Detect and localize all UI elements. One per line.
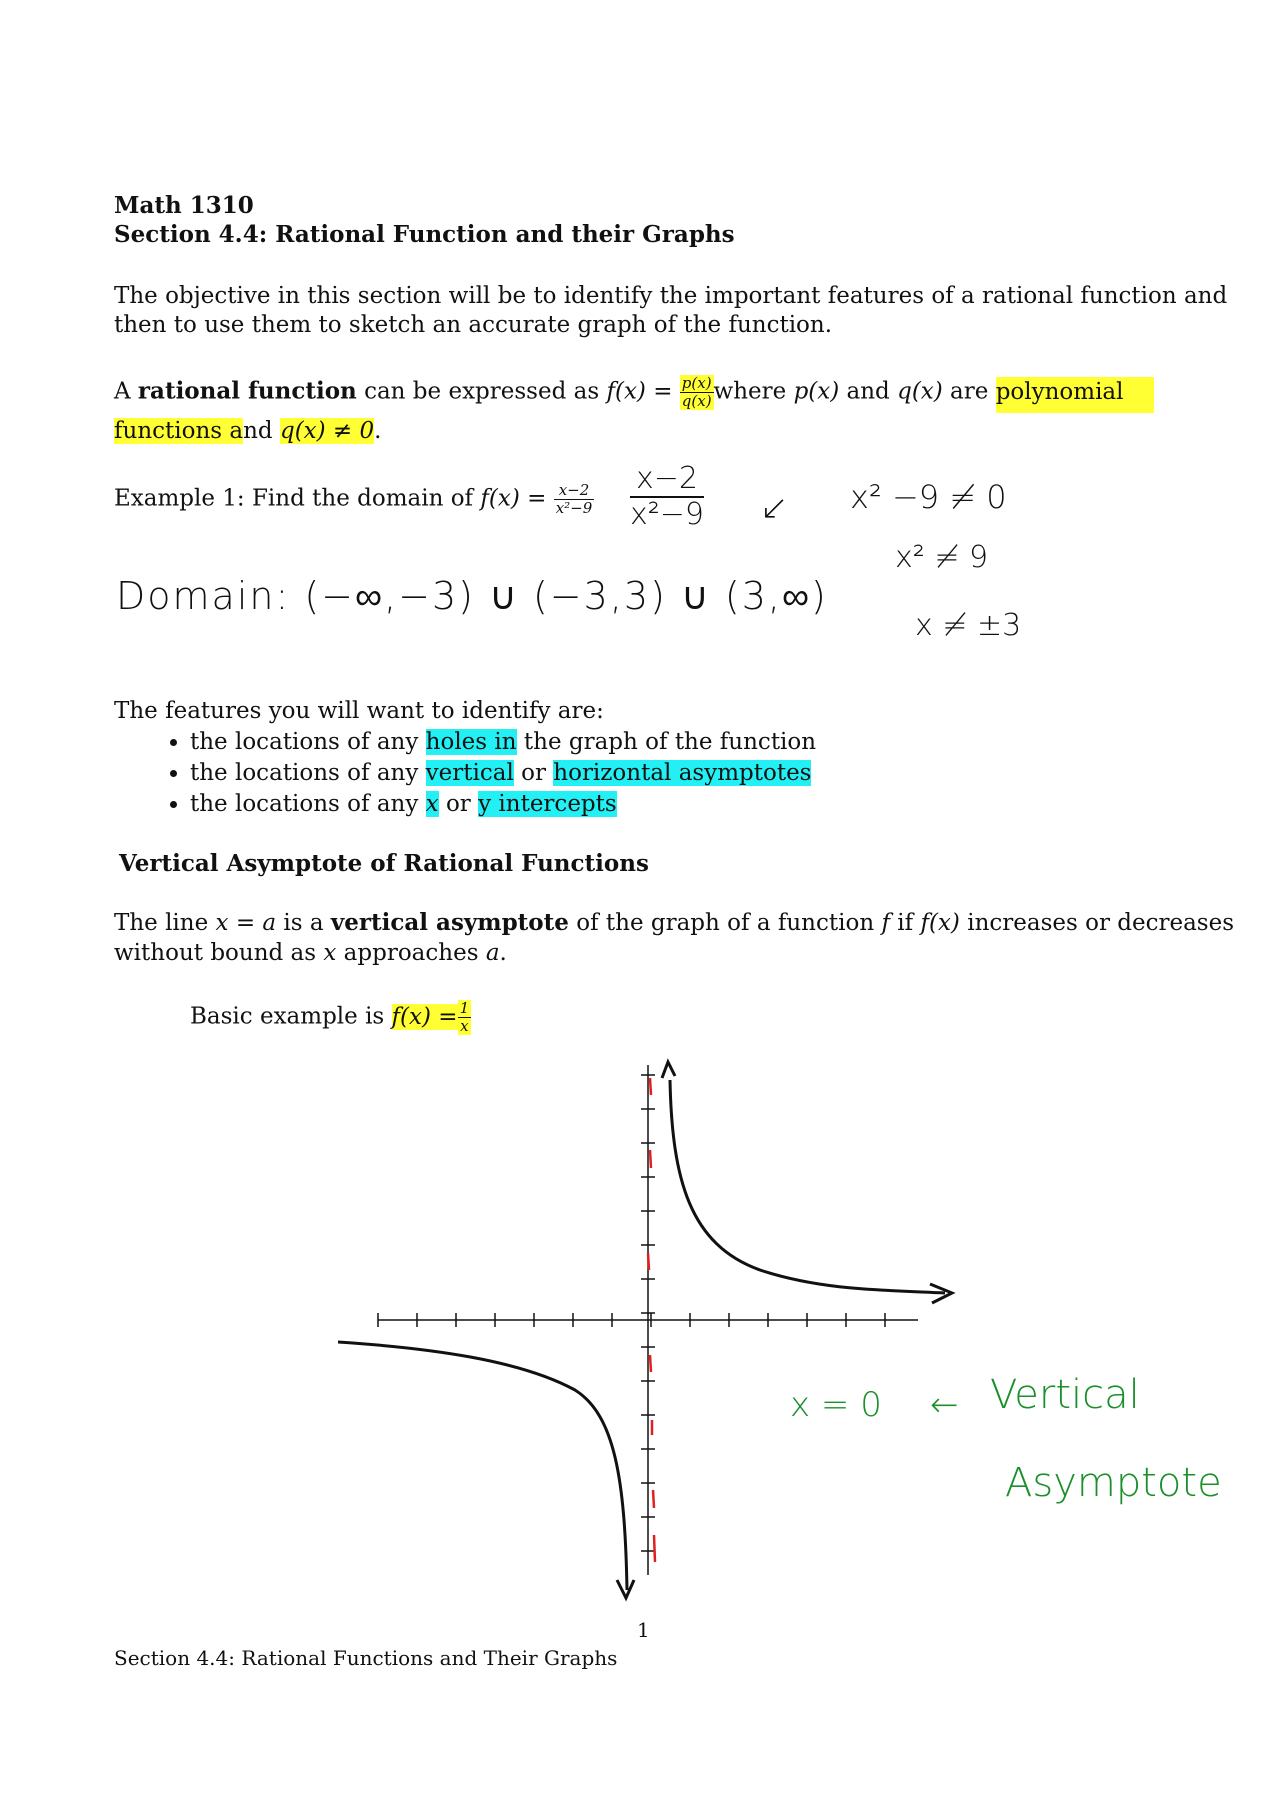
feature-2-highlight: vertical [425, 760, 514, 786]
va-c: of the graph of a function [568, 910, 882, 936]
rational-definition-line-2 [114, 416, 381, 446]
vertical-def-line-2 [114, 938, 507, 968]
va2-a: without bound as [114, 940, 324, 966]
curve-left-branch [338, 1342, 627, 1590]
def-fx: f(x) = [606, 378, 673, 405]
course-title: Math 1310 [114, 192, 254, 219]
def-q: q(x) [897, 378, 943, 405]
va-b: is a [276, 910, 331, 936]
hand-domain: Domain: (−∞,−3) ∪ (−3,3) ∪ (3,∞) [116, 574, 828, 618]
basic-example [190, 1000, 471, 1035]
vertical-heading: Vertical Asymptote of Rational Functions [119, 850, 649, 877]
asymptote-word-vertical: Vertical [990, 1372, 1140, 1418]
feature-intercepts [190, 789, 816, 820]
hand-arrow: ↙ [760, 488, 789, 528]
va2-b: approaches [336, 940, 486, 966]
x-axis-ticks [378, 1313, 885, 1327]
va-math: x = a [215, 910, 277, 936]
va2-a-var: a [485, 940, 500, 966]
asymptote-arrow: ← [930, 1385, 959, 1425]
basic-fraction [458, 1000, 472, 1035]
feature-3-a: the locations of any [190, 791, 426, 817]
va-fx: f(x) [920, 910, 960, 936]
curve-bottom-arrow [617, 1580, 634, 1598]
objective-line-1: The objective in this section will be to identify the important features of a rational function and [114, 283, 1228, 309]
page-number: 1 [637, 1618, 650, 1642]
feature-holes [190, 727, 816, 758]
va2-end: . [499, 940, 507, 966]
va-f: f [881, 910, 890, 936]
y-axis-ticks [641, 1075, 655, 1551]
va-term: vertical asymptote [330, 909, 569, 936]
feature-2-a: the locations of any [190, 760, 426, 786]
def-fraction [680, 375, 714, 410]
def-functions: functions a [114, 418, 244, 444]
feature-3-highlight: x [425, 791, 439, 817]
hand-frac-num: x−2 [630, 462, 704, 498]
def-prefix: A [114, 378, 138, 405]
example-1-num: x−2 [554, 482, 595, 500]
va2-x: x [323, 940, 337, 966]
basic-fx: f(x) = [391, 1003, 458, 1030]
hand-frac-den: x²−9 [630, 497, 705, 532]
feature-2-b: or [513, 760, 554, 786]
curve-right-arrow [930, 1284, 952, 1303]
feature-1-highlight: holes in [425, 729, 517, 755]
def-are: are [942, 378, 996, 405]
feature-1-b: the graph of the function [516, 729, 817, 755]
feature-1-a: the locations of any [190, 729, 426, 755]
def-polynomial: polynomial [996, 377, 1154, 413]
def-frac-den: q(x) [681, 392, 712, 410]
features-list [150, 727, 816, 820]
asymptote-word-asymptote: Asymptote [1005, 1460, 1222, 1506]
def-term: rational function [137, 377, 357, 405]
hand-condition-1: x² −9 ≠ 0 [850, 478, 1007, 516]
curve-right-branch [670, 1080, 945, 1293]
feature-3-b: or [438, 791, 479, 817]
example-1-den: x²−9 [555, 499, 593, 517]
def-where: where [713, 378, 794, 405]
vertical-def-line-1 [114, 908, 1234, 938]
def-end: . [374, 418, 382, 444]
feature-3-highlight-2: y intercepts [478, 791, 617, 817]
def-condition: q(x) ≠ 0 [279, 418, 375, 444]
rational-definition-line-1 [114, 375, 1154, 410]
hand-condition-3: x ≠ ±3 [915, 608, 1022, 643]
va-d: if [889, 910, 921, 936]
def-mid: can be expressed as [356, 378, 607, 405]
example-1 [114, 482, 594, 517]
def-frac-num: p(x) [681, 374, 712, 392]
def-p: p(x) [793, 378, 840, 405]
curve-top-arrow [662, 1062, 675, 1078]
objective-line-2: then to use them to sketch an accurate graph of the function. [114, 312, 833, 338]
hand-fraction [630, 462, 704, 532]
footer-text: Section 4.4: Rational Functions and Their Graphs [114, 1646, 618, 1670]
example-1-fraction [554, 482, 595, 517]
feature-2-highlight-2: horizontal asymptotes [553, 760, 812, 786]
basic-label: Basic example is [190, 1003, 392, 1030]
va-a: The line [114, 910, 216, 936]
section-title: Section 4.4: Rational Function and their Graphs [114, 221, 735, 248]
hand-condition-2: x² ≠ 9 [895, 540, 989, 575]
asymptote-marks [648, 1078, 655, 1562]
features-intro: The features you will want to identify are: [114, 698, 604, 724]
basic-den: x [460, 1017, 469, 1035]
example-1-fx: f(x) = [480, 485, 547, 512]
asymptote-equation: x = 0 [790, 1385, 882, 1425]
feature-asymptotes [190, 758, 816, 789]
basic-num: 1 [459, 999, 470, 1017]
def-and: and [839, 378, 898, 405]
def-and-2: nd [243, 418, 280, 444]
va-e: increases or decreases [959, 910, 1235, 936]
example-1-label: Example 1: Find the domain of [114, 485, 481, 512]
